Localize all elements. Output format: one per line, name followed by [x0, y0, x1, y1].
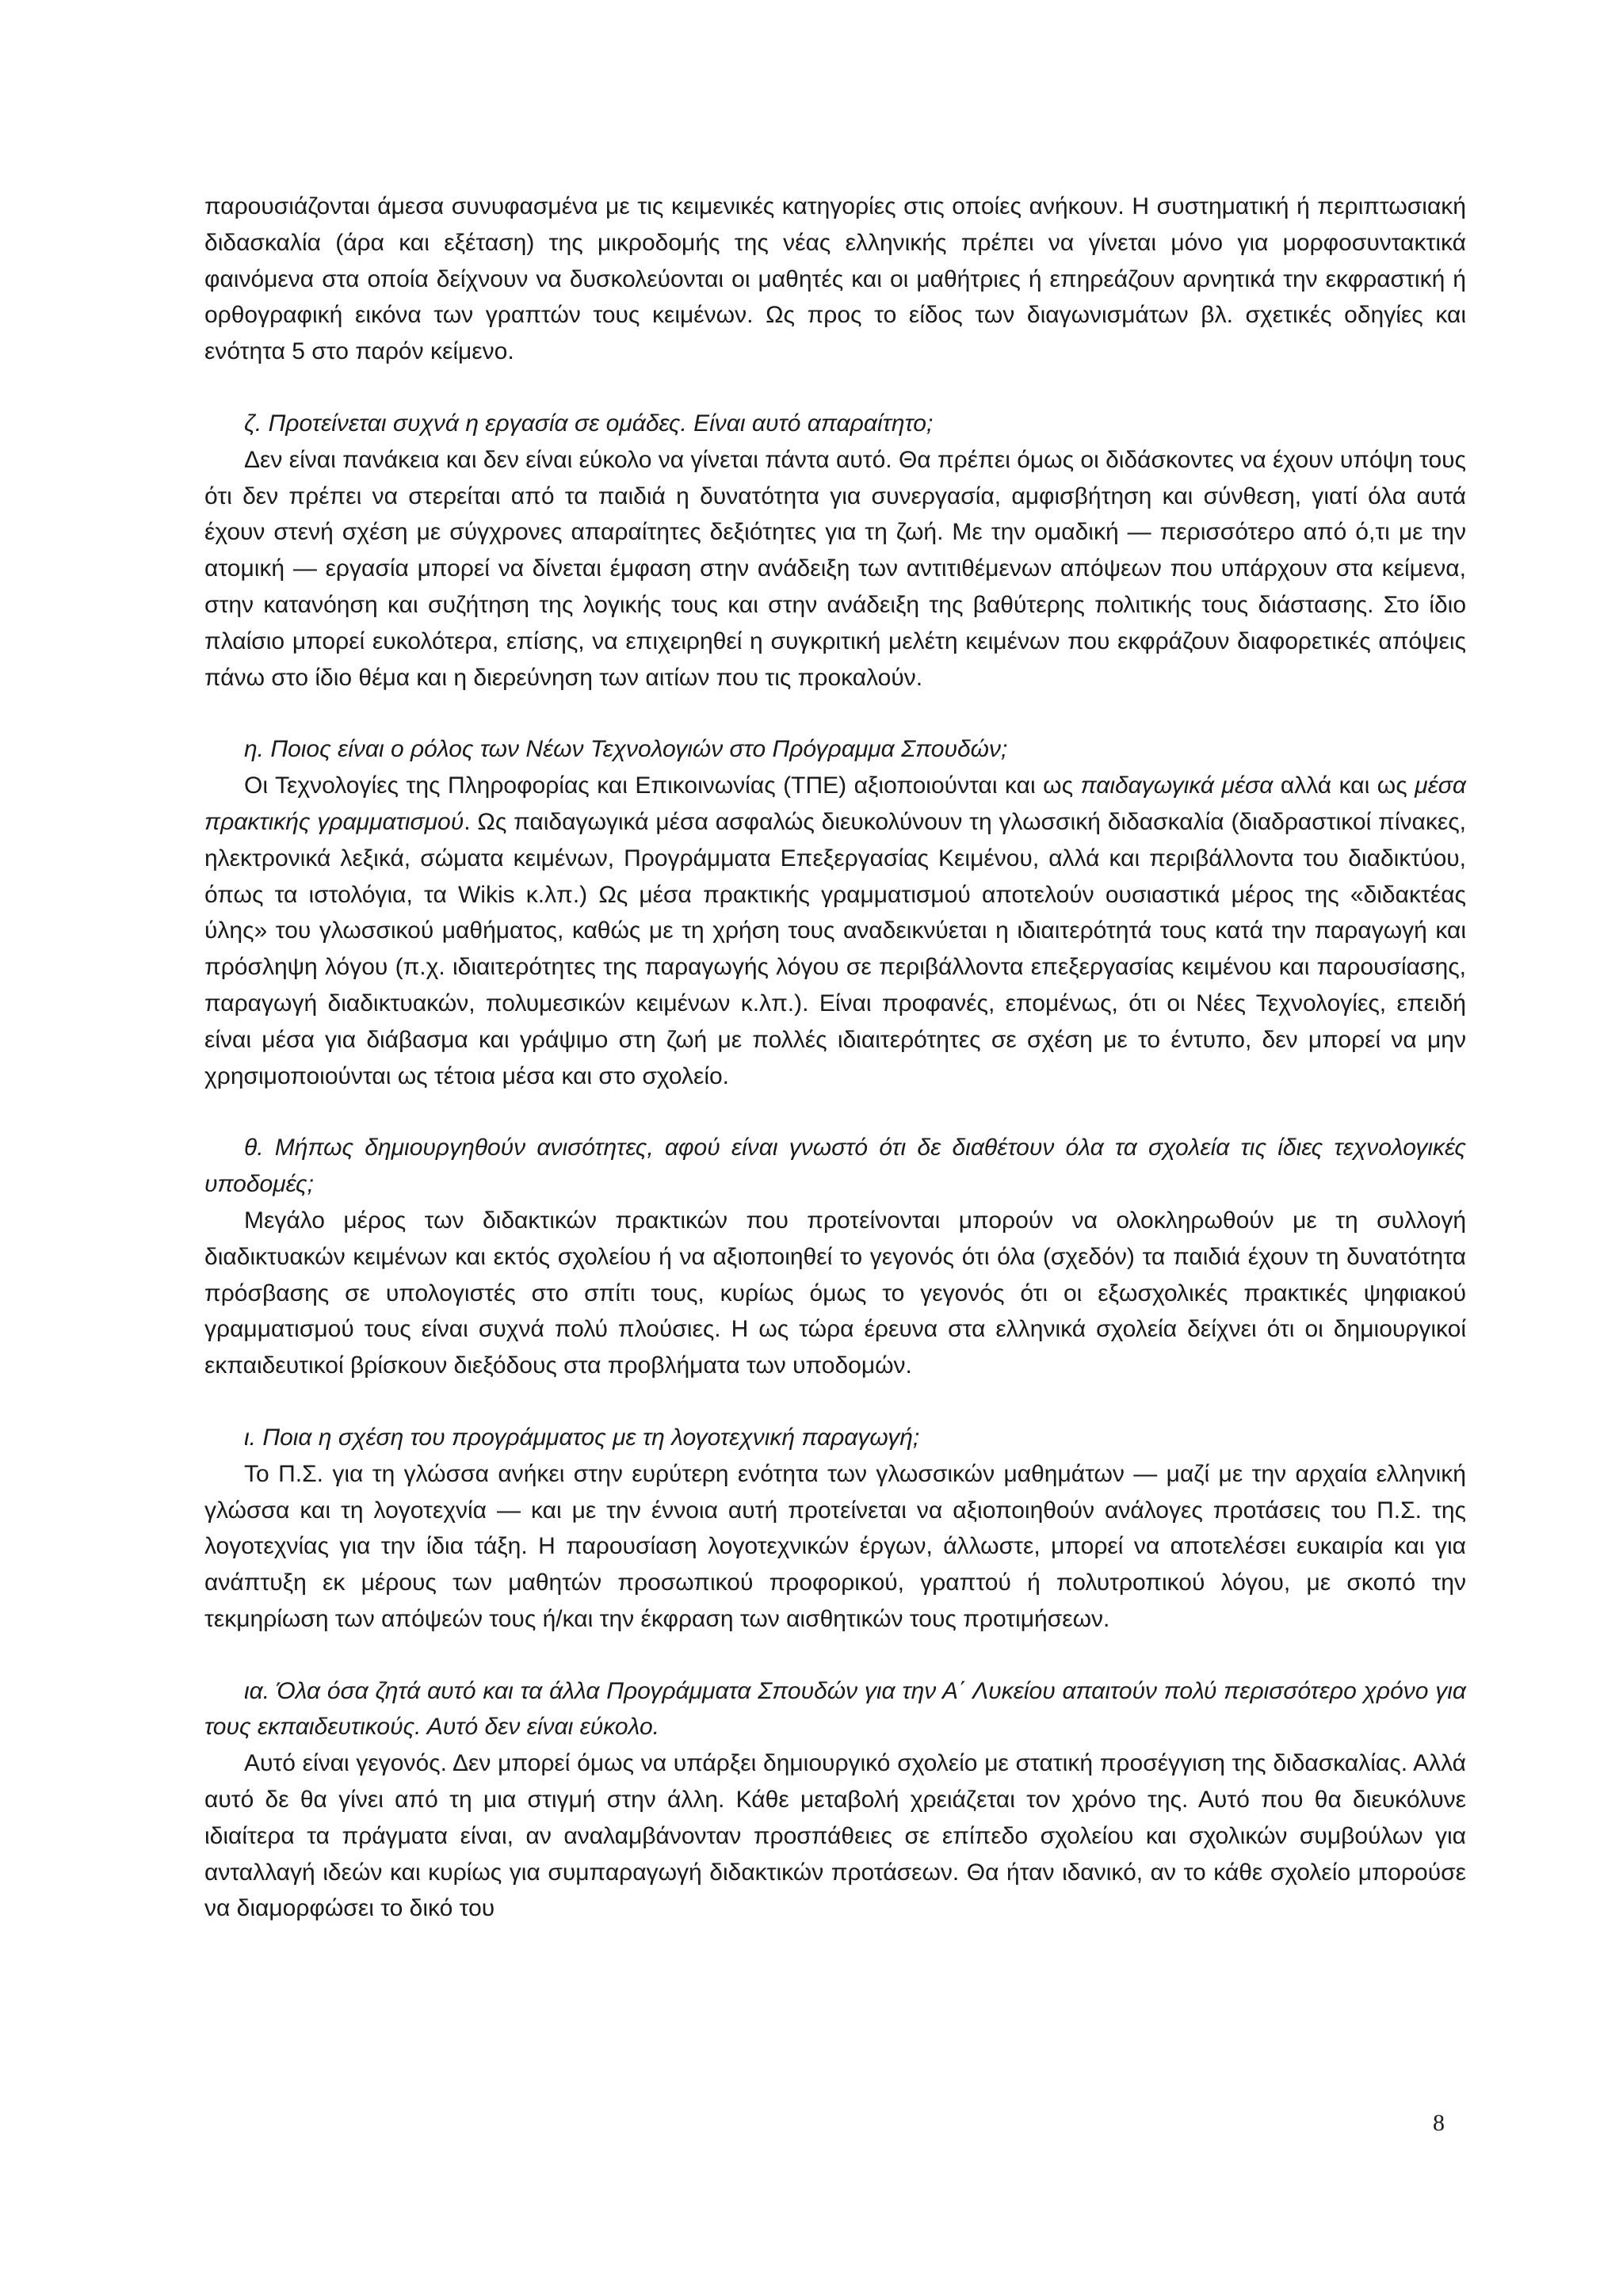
question-heading: ι. Ποια η σχέση του προγράμματος με τη λογοτεχνική παραγωγή;	[244, 1424, 920, 1451]
answer-paragraph	[204, 768, 1466, 1094]
answer-paragraph: Το Π.Σ. για τη γλώσσα ανήκει στην ευρύτερη ενότητα των γλωσσικών μαθημάτων — μαζί με την αρχαία ελληνική γλώσσα και τη λογοτεχνία — και με την έννοια αυτή προτείνεται να αξιοποιηθούν ανάλογες προτάσεις του Π.Σ. της λογοτεχνίας για την ίδια τάξη. Η παρουσίαση λογοτεχνικών έργων, άλλωστε, μπορεί να αποτελέσει ευκαιρία και για ανάπτυξη εκ μέρους των μαθητών προσωπικού προφορικού, γραπτού ή πολυτροπικού λόγου, με σκοπό την τεκμηρίωση των απόψεών τους ή/και την έκφραση των αισθητικών τους προτιμήσεων.	[204, 1460, 1466, 1632]
emphasis-pedagogical-means: παιδαγωγικά μέσα	[1080, 772, 1274, 799]
section-iota-alpha	[204, 1673, 1466, 1928]
answer-text: αλλά και ως	[1273, 772, 1415, 799]
answer-text: . Ως παιδαγωγικά μέσα ασφαλώς διευκολύνουν τη γλωσσική διδασκαλία (διαδραστικοί πίνακες, ηλεκτρονικά λεξικά, σώματα κειμένων, Προγράμματα Επεξεργασίας Κειμένου, αλλά και περιβάλλοντα του διαδικτύου, όπως τα ιστολόγια, τα Wikis κ.λπ.) Ως μέσα πρακτικής γραμματισμού αποτελούν ουσιαστικά μέρος της «διδακτέας ύλης» του γλωσσικού μαθήματος, καθώς με τη χρήση τους αναδεικνύεται η ιδιαιτερότητά τους κατά την παραγωγή και πρόσληψη λόγου (π.χ. ιδιαιτερότητες της παραγωγής λόγου σε περιβάλλοντα επεξεργασίας κειμένου και παρουσίασης, παραγωγή διαδικτυακών, πολυμεσικών κειμένων κ.λπ.). Είναι προφανές, επομένως, ότι οι Νέες Τεχνολογίες, επειδή είναι μέσα για διάβασμα και γράψιμο στη ζωή με πολλές ιδιαιτερότητες σε σχέση με το έντυπο, δεν μπορεί να μην χρησιμοποιούνται ως τέτοια μέσα και στο σχολείο.	[204, 808, 1466, 1089]
section-theta	[204, 1130, 1466, 1384]
answer-paragraph: Δεν είναι πανάκεια και δεν είναι εύκολο να γίνεται πάντα αυτό. Θα πρέπει όμως οι διδάσκοντες να έχουν υπόψη τους ότι δεν πρέπει να στερείται από τα παιδιά η δυνατότητα για συνεργασία, αμφισβήτηση και σύνθεση, γιατί όλα αυτά έχουν στενή σχέση με σύγχρονες απαραίτητες δεξιότητες για τη ζωή. Με την ομαδική — περισσότερο από ό,τι με την ατομική — εργασία μπορεί να δίνεται έμφαση στην ανάδειξη των αντιτιθέμενων απόψεων που υπάρχουν στα κείμενα, στην κατανόηση και συζήτηση της λογικής τους και στην ανάδειξη της βαθύτερης πολιτικής τους διάστασης. Στο ίδιο πλαίσιο μπορεί ευκολότερα, επίσης, να επιχειρηθεί η συγκριτική μελέτη κειμένων που εκφράζουν διαφορετικές απόψεις πάνω στο ίδιο θέμα και η διερεύνηση των αιτίων που τις προκαλούν.	[204, 446, 1466, 691]
section-eta	[204, 731, 1466, 1094]
question-heading: ζ. Προτείνεται συχνά η εργασία σε ομάδες. Είναι αυτό απαραίτητο;	[244, 410, 934, 437]
question-heading: η. Ποιος είναι ο ρόλος των Νέων Τεχνολογιών στο Πρόγραμμα Σπουδών;	[244, 736, 1008, 763]
section-zeta	[204, 406, 1466, 696]
page-body	[204, 189, 1466, 1927]
section-iota	[204, 1420, 1466, 1638]
answer-paragraph: Μεγάλο μέρος των διδακτικών πρακτικών που προτείνονται μπορούν να ολοκληρωθούν με τη συλλογή διαδικτυακών κειμένων και εκτός σχολείου ή να αξιοποιηθεί το γεγονός ότι όλα (σχεδόν) τα παιδιά έχουν τη δυνατότητα πρόσβασης σε υπολογιστές στο σπίτι τους, κυρίως όμως το γεγονός ότι οι εξωσχολικές πρακτικές ψηφιακού γραμματισμού τους είναι συχνά πολύ πλούσιες. Η ως τώρα έρευνα στα ελληνικά σχολεία δείχνει ότι οι δημιουργικοί εκπαιδευτικοί βρίσκουν διεξόδους στα προβλήματα των υποδομών.	[204, 1207, 1466, 1379]
page-number: 8	[1433, 2110, 1445, 2136]
question-heading: θ. Μήπως δημιουργηθούν ανισότητες, αφού είναι γνωστό ότι δε διαθέτουν όλα τα σχολεία τις ίδιες τεχνολογικές υποδομές;	[204, 1135, 1466, 1198]
answer-paragraph: Αυτό είναι γεγονός. Δεν μπορεί όμως να υπάρξει δημιουργικό σχολείο με στατική προσέγγιση της διδασκαλίας. Αλλά αυτό δε θα γίνει από τη μια στιγμή στην άλλη. Κάθε μεταβολή χρειάζεται τον χρόνο της. Αυτό που θα διευκόλυνε ιδιαίτερα τα πράγματα είναι, αν αναλαμβάνονταν προσπάθειες σε επίπεδο σχολείου και σχολικών συμβούλων για ανταλλαγή ιδεών και κυρίως για συμπαραγωγή διδακτικών προτάσεων. Θα ήταν ιδανικό, αν το κάθε σχολείο μπορούσε να διαμορφώσει το δικό του	[204, 1750, 1466, 1922]
emphasis-literacy-practice-means: μέσα πρακτικής γραμματισμού	[204, 772, 1466, 835]
intro-paragraph: παρουσιάζονται άμεσα συνυφασμένα με τις κειμενικές κατηγορίες στις οποίες ανήκουν. Η συστηματική ή περιπτωσιακή διδασκαλία (άρα και εξέταση) της μικροδομής της νέας ελληνικής πρέπει να γίνεται μόνο για μορφοσυντακτικά φαινόμενα στα οποία δείχνουν να δυσκολεύονται οι μαθητές και οι μαθήτριες ή επηρεάζουν αρνητικά την εκφραστική ή ορθογραφική εικόνα των γραπτών τους κειμένων. Ως προς το είδος των διαγωνισμάτων βλ. σχετικές οδηγίες και ενότητα 5 στο παρόν κείμενο.	[204, 193, 1466, 365]
question-heading: ια. Όλα όσα ζητά αυτό και τα άλλα Προγράμματα Σπουδών για την Α΄ Λυκείου απαιτούν πολύ περισσότερο χρόνο για τους εκπαιδευτικούς. Αυτό δεν είναι εύκολο.	[204, 1677, 1466, 1741]
answer-text: Οι Τεχνολογίες της Πληροφορίας και Επικοινωνίας (ΤΠΕ) αξιοποιούνται και ως	[244, 772, 1081, 799]
